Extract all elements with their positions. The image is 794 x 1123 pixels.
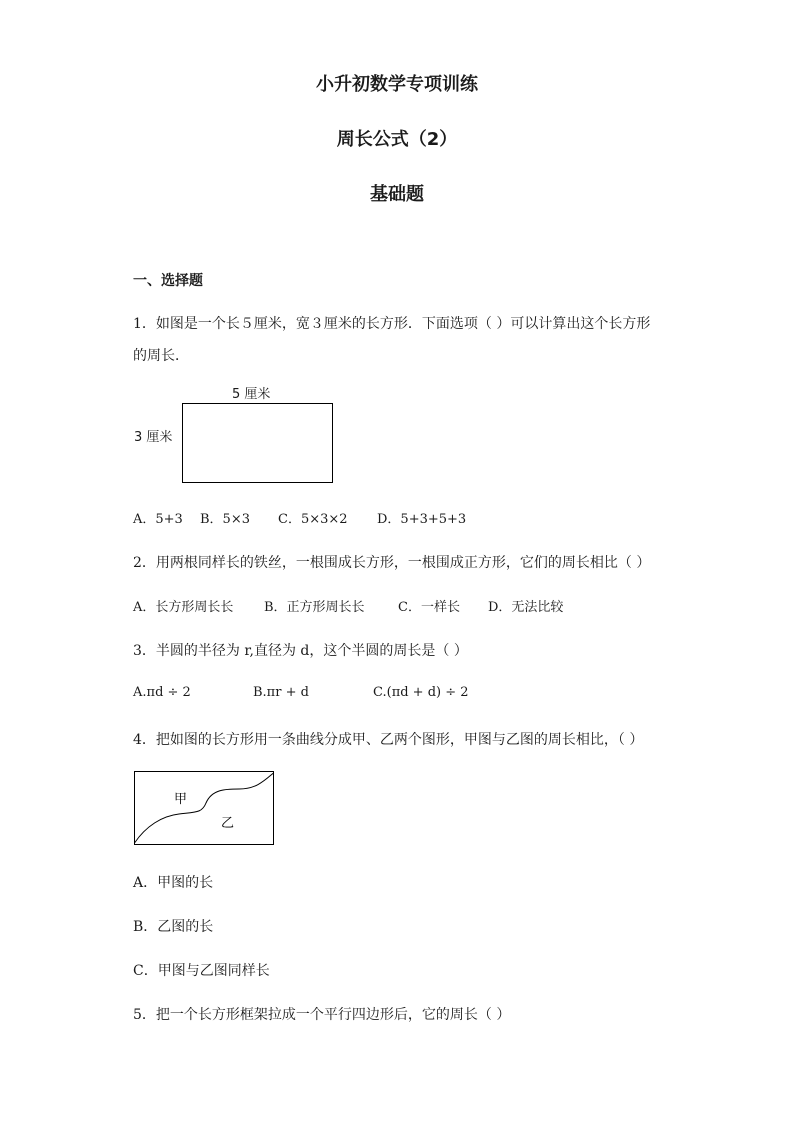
option-b[interactable]: B.πr + d [253,685,309,700]
option-c[interactable]: C.(πd + d) ÷ 2 [373,685,469,700]
option-b[interactable]: B．正方形周长长 [264,600,365,615]
divided-rectangle-figure [134,771,276,847]
option-a[interactable]: A．5+3 [133,512,183,527]
rectangle-width-label: 3 厘米 [134,430,173,445]
region-jia-label: 甲 [174,792,188,807]
question-4-line-1: 4．把如图的长方形用一条曲线分成甲、乙两个图形，甲图与乙图的周长相比，（ ） [133,732,644,748]
option-d[interactable]: D．5+3+5+3 [377,512,467,527]
option-c[interactable]: C．一样长 [398,600,460,615]
rectangle-figure [182,403,333,483]
option-d[interactable]: D．无法比较 [488,600,564,615]
question-4-option-a[interactable]: A．甲图的长 [133,875,214,891]
rectangle-outline [135,772,274,845]
option-a[interactable]: A.πd ÷ 2 [133,685,191,700]
difficulty-level: 基础题 [370,184,424,205]
rectangle-length-label: 5 厘米 [232,387,271,402]
question-1-line-2: 的周长． [133,348,189,364]
question-2-line-1: 2．用两根同样长的铁丝，一根围成长方形，一根围成正方形，它们的周长相比（ ） [133,555,651,571]
document-title: 小升初数学专项训练 [316,74,478,95]
question-3-line-1: 3．半圆的半径为 r,直径为 d，这个半圆的周长是（ ） [133,643,468,659]
question-5-line-1: 5．把一个长方形框架拉成一个平行四边形后，它的周长（ ） [133,1007,511,1023]
question-4-option-c[interactable]: C．甲图与乙图同样长 [133,963,270,979]
dividing-curve [135,773,274,843]
section-title: 一、选择题 [133,273,203,289]
document-subtitle: 周长公式（2） [336,129,458,150]
question-4-option-b[interactable]: B．乙图的长 [133,919,214,935]
option-a[interactable]: A．长方形周长长 [133,600,234,615]
region-yi-label: 乙 [221,816,235,831]
question-1-line-1: 1．如图是一个长５厘米，宽３厘米的长方形．下面选项（ ）可以计算出这个长方形 [133,316,651,332]
option-b[interactable]: B．5×3 [200,512,250,527]
option-c[interactable]: C．5×3×2 [278,512,348,527]
